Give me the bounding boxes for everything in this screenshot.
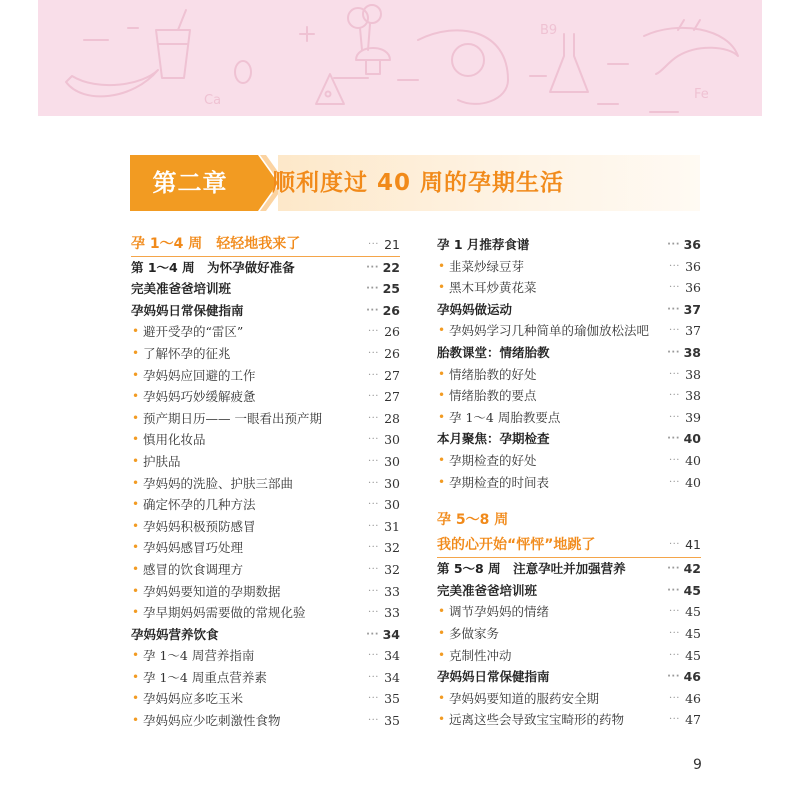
toc-entry-text: 调节孕妈妈的情绪: [449, 604, 550, 620]
leader-dots: ···: [668, 714, 680, 726]
toc-right-column: [437, 234, 701, 731]
leader-dots: ···: [366, 261, 379, 273]
toc-page-number: 38: [685, 388, 701, 404]
leader-dots: ···: [367, 499, 379, 511]
toc-entry-text: 孕 5～8 周: [437, 512, 509, 529]
toc-entry-text: 孕妈妈应多吃玉米: [143, 691, 244, 707]
toc-page-number: 36: [683, 237, 701, 252]
leader-dots: ···: [667, 563, 680, 575]
toc-page-number: 33: [384, 605, 400, 621]
leader-dots: ···: [668, 390, 680, 402]
fetus-icon: [418, 30, 508, 104]
toc-section-heading[interactable]: [437, 507, 701, 533]
flask-icon: [550, 34, 588, 92]
banana-icon: [66, 70, 158, 96]
banner-symbol-ca: Ca: [204, 93, 222, 108]
toc-entry-text: 完美准爸爸培训班: [437, 582, 538, 598]
toc-page-number: 33: [384, 583, 400, 599]
toc-subentry[interactable]: [131, 408, 400, 430]
toc-entry[interactable]: [131, 624, 400, 646]
leader-dots: ···: [367, 326, 379, 338]
toc-left-column: [131, 234, 400, 732]
toc-subentry[interactable]: [437, 450, 701, 472]
toc-entry-text: 孕期检查的好处: [449, 452, 537, 468]
toc-entry-text: 孕妈妈的洗脸、护肤三部曲: [143, 475, 294, 491]
toc-entry[interactable]: [131, 278, 400, 300]
toc-subentry[interactable]: [131, 386, 400, 408]
toc-subentry[interactable]: [437, 645, 701, 667]
toc-page-number: 41: [685, 537, 701, 553]
leader-dots: ···: [367, 585, 379, 597]
chapter-title: 顺利度过 40 周的孕期生活: [272, 170, 565, 196]
toc-page-number: 45: [683, 582, 701, 598]
toc-entry-text: 孕妈妈应回避的工作: [143, 367, 256, 383]
toc-page-number: 39: [685, 409, 701, 425]
toc-entry-text: 孕妈妈积极预防感冒: [143, 518, 256, 534]
toc-entry-text: 情绪胎教的要点: [449, 388, 537, 404]
broccoli-icon: [348, 5, 381, 50]
leader-dots: ···: [667, 239, 680, 250]
toc-page-number: 38: [683, 344, 701, 360]
leader-dots: ···: [668, 649, 680, 661]
toc-page-number: 30: [384, 432, 400, 448]
toc-entry-text: 孕 1 月推荐食谱: [437, 237, 530, 252]
chapter-header: [130, 155, 700, 211]
toc-subentry[interactable]: [131, 581, 400, 603]
toc-entry-text: 孕妈妈巧妙缓解疲惫: [143, 389, 256, 405]
leader-dots: ···: [367, 412, 379, 424]
leader-dots: ···: [367, 563, 379, 575]
leader-dots: ···: [668, 260, 680, 272]
toc-page-number: 28: [384, 410, 400, 426]
leader-dots: ···: [366, 304, 379, 316]
toc-page-number: 32: [384, 540, 400, 556]
toc-entry-text: 孕妈妈日常保健指南: [131, 302, 244, 318]
toc-entry-text: 克制性冲动: [449, 647, 512, 663]
leader-dots: ···: [367, 650, 379, 662]
toc-page-number: 30: [384, 475, 400, 491]
toc-subentry[interactable]: [437, 709, 701, 731]
toc-subentry[interactable]: [131, 667, 400, 689]
toc-page-number: 30: [384, 497, 400, 513]
toc-subentry[interactable]: [437, 623, 701, 645]
toc-subentry[interactable]: [131, 365, 400, 387]
toc-page-number: 36: [685, 280, 701, 296]
toc-entry-text: 孕妈妈学习几种简单的瑜伽放松法吧: [449, 323, 650, 339]
toc-entry-text: 孕期检查的时间表: [449, 474, 550, 490]
toc-subentry[interactable]: [131, 645, 400, 667]
toc-subentry[interactable]: [437, 256, 701, 278]
toc-entry[interactable]: [437, 666, 701, 688]
leader-dots: ···: [367, 477, 379, 489]
toc-entry-text: 孕早期妈妈需要做的常规化验: [143, 605, 306, 621]
leader-dots: ···: [367, 239, 379, 250]
leader-dots: ···: [667, 346, 680, 358]
leader-dots: ···: [667, 584, 680, 596]
toc-entry-text: 确定怀孕的几种方法: [143, 497, 256, 513]
leader-dots: ···: [366, 283, 379, 295]
toc-entry-text: 孕 1～4 周重点营养素: [143, 669, 267, 685]
toc-entry[interactable]: [437, 558, 701, 580]
toc-entry-text: 多做家务: [449, 625, 500, 641]
toc-subentry[interactable]: [437, 601, 701, 623]
leader-dots: ···: [367, 520, 379, 532]
toc-page-number: 27: [384, 367, 400, 383]
toc-entry-text: 孕 1～4 周 轻轻地我来了: [131, 236, 301, 252]
toc-subentry[interactable]: [131, 429, 400, 451]
toc-page-number: 34: [382, 626, 400, 642]
toc-page-number: 35: [384, 713, 400, 729]
toc-page-number: 25: [382, 281, 400, 297]
leader-dots: ···: [668, 606, 680, 618]
toc-subentry[interactable]: [437, 320, 701, 342]
leader-dots: ···: [668, 539, 680, 551]
toc-page-number: 30: [384, 453, 400, 469]
toc-page-number: 22: [382, 259, 400, 275]
leader-dots: ···: [367, 347, 379, 359]
leader-dots: ···: [367, 391, 379, 403]
toc-subentry[interactable]: [131, 688, 400, 710]
toc-entry-text: 了解怀孕的征兆: [143, 345, 231, 361]
toc-entry[interactable]: [131, 300, 400, 322]
toc-page-number: 31: [384, 518, 400, 534]
chapter-label: 第二章: [130, 155, 250, 211]
leader-dots: ···: [668, 476, 680, 488]
banner-symbol-b9: B9: [540, 23, 558, 38]
egg-icon: [235, 61, 251, 83]
leader-dots: ···: [367, 671, 379, 683]
leader-dots: ···: [668, 454, 680, 466]
leader-dots: ···: [367, 542, 379, 554]
toc-page-number: 32: [384, 561, 400, 577]
juice-glass-icon: [156, 10, 190, 78]
toc-entry-text: 黑木耳炒黄花菜: [449, 280, 537, 296]
toc-entry-text: 第 1～4 周 为怀孕做好准备: [131, 259, 295, 275]
toc-entry-text: 孕妈妈应少吃刺激性食物: [143, 713, 281, 729]
leader-dots: ···: [668, 627, 680, 639]
toc-page-number: 26: [382, 302, 400, 318]
toc-page-number: 45: [685, 647, 701, 663]
toc-subentry[interactable]: [437, 407, 701, 429]
toc-entry[interactable]: [437, 428, 701, 450]
toc-entry[interactable]: [437, 342, 701, 364]
toc-entry-text: 预产期日历—— 一眼看出预产期: [143, 410, 322, 426]
leader-dots: ···: [668, 411, 680, 423]
toc-entry-text: 韭菜炒绿豆芽: [449, 258, 525, 274]
toc-page-number: 21: [384, 237, 400, 252]
toc-page-number: 34: [384, 648, 400, 664]
toc-entry-text: 胎教课堂：情绪胎教: [437, 344, 550, 360]
toc-page-number: 46: [685, 690, 701, 706]
toc-page-number: 35: [384, 691, 400, 707]
leader-dots: ···: [668, 325, 680, 337]
leader-dots: ···: [667, 671, 680, 683]
toc-entry[interactable]: [437, 299, 701, 321]
toc-entry-text: 孕妈妈做运动: [437, 301, 513, 317]
toc-page-number: 36: [685, 258, 701, 274]
toc-entry-text: 感冒的饮食调理方: [143, 561, 244, 577]
toc-entry-text: 孕妈妈要知道的孕期数据: [143, 583, 281, 599]
leader-dots: ···: [367, 455, 379, 467]
toc-entry-text: 护肤品: [143, 453, 181, 469]
toc-entry-text: 慎用化妆品: [143, 432, 206, 448]
toc-subentry[interactable]: [131, 343, 400, 365]
toc-entry-text: 我的心开始“怦怦”地跳了: [437, 537, 596, 554]
leader-dots: ···: [366, 628, 379, 640]
toc-subentry[interactable]: [131, 494, 400, 516]
toc-entry[interactable]: [437, 234, 701, 256]
toc-entry-text: 孕妈妈感冒巧处理: [143, 540, 244, 556]
toc-subentry[interactable]: [437, 385, 701, 407]
toc-subentry[interactable]: [131, 321, 400, 343]
leader-dots: ···: [667, 433, 680, 445]
toc-page-number: 47: [685, 712, 701, 728]
toc-page-number: 26: [384, 345, 400, 361]
page-number: 9: [693, 757, 702, 773]
toc-subentry[interactable]: [437, 688, 701, 710]
toc-page-number: 40: [685, 474, 701, 490]
toc-page-number: 42: [683, 561, 701, 577]
toc-entry-text: 孕妈妈营养饮食: [131, 626, 219, 642]
toc-page-number: 46: [683, 669, 701, 685]
toc-page-number: 34: [384, 669, 400, 685]
toc-page-number: 40: [683, 431, 701, 447]
banner-symbol-fe: Fe: [694, 87, 709, 102]
toc-entry[interactable]: [131, 257, 400, 279]
toc-subentry[interactable]: [437, 472, 701, 494]
leader-dots: ···: [367, 607, 379, 619]
toc-subentry[interactable]: [131, 537, 400, 559]
toc-entry-text: 孕 1～4 周胎教要点: [449, 409, 561, 425]
toc-section-heading[interactable]: [437, 533, 701, 558]
toc-page-number: 45: [685, 604, 701, 620]
toc-subentry[interactable]: [131, 559, 400, 581]
toc-entry-text: 本月聚焦：孕期检查: [437, 431, 550, 447]
toc-page-number: 38: [685, 366, 701, 382]
mushroom-icon: [356, 48, 390, 74]
toc-entry-text: 远离这些会导致宝宝畸形的药物: [449, 712, 625, 728]
toc-page-number: 37: [683, 301, 701, 317]
toc-entry-text: 情绪胎教的好处: [449, 366, 537, 382]
leader-dots: ···: [367, 434, 379, 446]
leader-dots: ···: [668, 368, 680, 380]
toc-entry-text: 孕妈妈要知道的服药安全期: [449, 690, 600, 706]
toc-subentry[interactable]: [131, 602, 400, 624]
toc-entry[interactable]: [437, 580, 701, 602]
toc-subentry[interactable]: [131, 710, 400, 732]
leader-dots: ···: [668, 692, 680, 704]
leader-dots: ···: [667, 303, 680, 315]
toc-page-number: 45: [685, 625, 701, 641]
toc-entry-text: 避开受孕的“雷区”: [143, 324, 244, 340]
decorative-banner: [38, 0, 762, 116]
leader-dots: ···: [367, 369, 379, 381]
toc-page-number: 40: [685, 452, 701, 468]
leader-dots: ···: [668, 282, 680, 294]
toc-entry-text: 第 5～8 周 注意孕吐并加强营养: [437, 561, 626, 577]
toc-page-number: 26: [384, 324, 400, 340]
toc-entry-text: 孕 1～4 周营养指南: [143, 648, 255, 664]
toc-subentry[interactable]: [131, 473, 400, 495]
toc-page-number: 27: [384, 389, 400, 405]
leader-dots: ···: [367, 693, 379, 705]
toc-subentry[interactable]: [437, 364, 701, 386]
shrimp-icon: [644, 20, 738, 74]
toc-subentry[interactable]: [131, 451, 400, 473]
toc-entry-text: 孕妈妈日常保健指南: [437, 669, 550, 685]
nutrition-doodles: [38, 0, 762, 116]
toc-subentry[interactable]: [131, 516, 400, 538]
toc-section-heading[interactable]: [131, 234, 400, 257]
leader-dots: ···: [367, 715, 379, 727]
toc-subentry[interactable]: [437, 277, 701, 299]
toc-entry-text: 完美准爸爸培训班: [131, 281, 232, 297]
toc-page-number: 37: [685, 323, 701, 339]
